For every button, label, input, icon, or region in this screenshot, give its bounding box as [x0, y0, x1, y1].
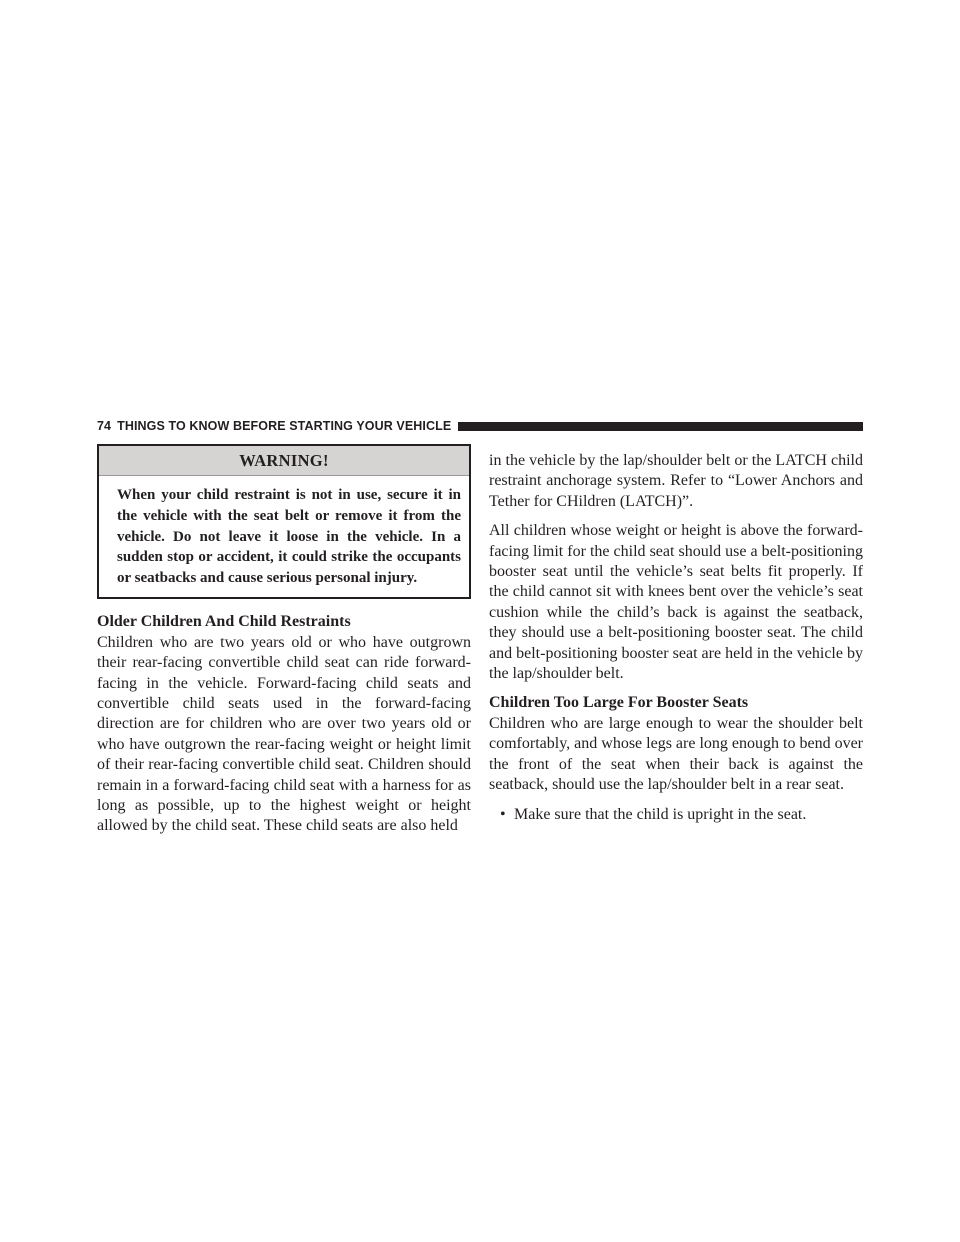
section-heading-older-children: Older Children And Child Restraints — [97, 613, 351, 631]
header-title: THINGS TO KNOW BEFORE STARTING YOUR VEHICLE — [117, 419, 452, 433]
bullet-text: Make sure that the child is upright in the seat. — [514, 805, 807, 823]
page-number: 74 — [97, 419, 112, 433]
bullet-item — [489, 805, 863, 825]
header-text — [97, 419, 451, 433]
bullet-symbol: • — [500, 805, 506, 823]
paragraph-continuation: in the vehicle by the lap/shoulder belt or the LATCH child restraint anchorage system. Refer to “Lower Anchors and Tether for CHildren (LATCH)”. — [489, 452, 863, 510]
header-rule — [458, 422, 863, 431]
right-column — [489, 451, 863, 825]
section-heading-too-large: Children Too Large For Booster Seats — [489, 694, 749, 712]
warning-box — [97, 444, 471, 599]
left-column — [97, 444, 471, 837]
paragraph-booster-seats: All children whose weight or height is above the forward-facing limit for the child seat should use a belt-positioning booster seat until the vehicle’s seat belts fit properly. If the child cannot sit with knees bent over the vehicle’s seat cushion while the child’s back is against the seatback, they should use a belt-positioning booster seat. The child and belt-positioning booster seat are held in the vehicle by the lap/shoulder belt. — [489, 522, 863, 683]
paragraph-older-children: Children who are two years old or who have outgrown their rear-facing convertible child seat can ride forward-facing in the vehicle. Forward-facing child seats and convertible child seats used in the forward-facing direction are for children who are over two years old or who have outgrown the rear-facing weight or height limit of their rear-facing convertible child seat. Children should remain in a forward-facing child seat with a harness for as long as possible, up to the highest weight or height allowed by the child seat. These child seats are also held — [97, 633, 471, 835]
page-header — [97, 417, 863, 435]
paragraph-too-large: Children who are large enough to wear the shoulder belt comfortably, and whose legs are long enough to bend over the front of the seat when their back is against the seatback, should use the lap/shoulder belt in a rear seat. — [489, 714, 863, 794]
warning-text: When your child restraint is not in use, secure it in the vehicle with the seat belt or remove it from the vehicle. Do not leave it loose in the vehicle. In a sudden stop or accident, it could strike the occupants or seatbacks and cause serious personal injury. — [117, 487, 461, 586]
warning-title: WARNING! — [99, 446, 469, 476]
